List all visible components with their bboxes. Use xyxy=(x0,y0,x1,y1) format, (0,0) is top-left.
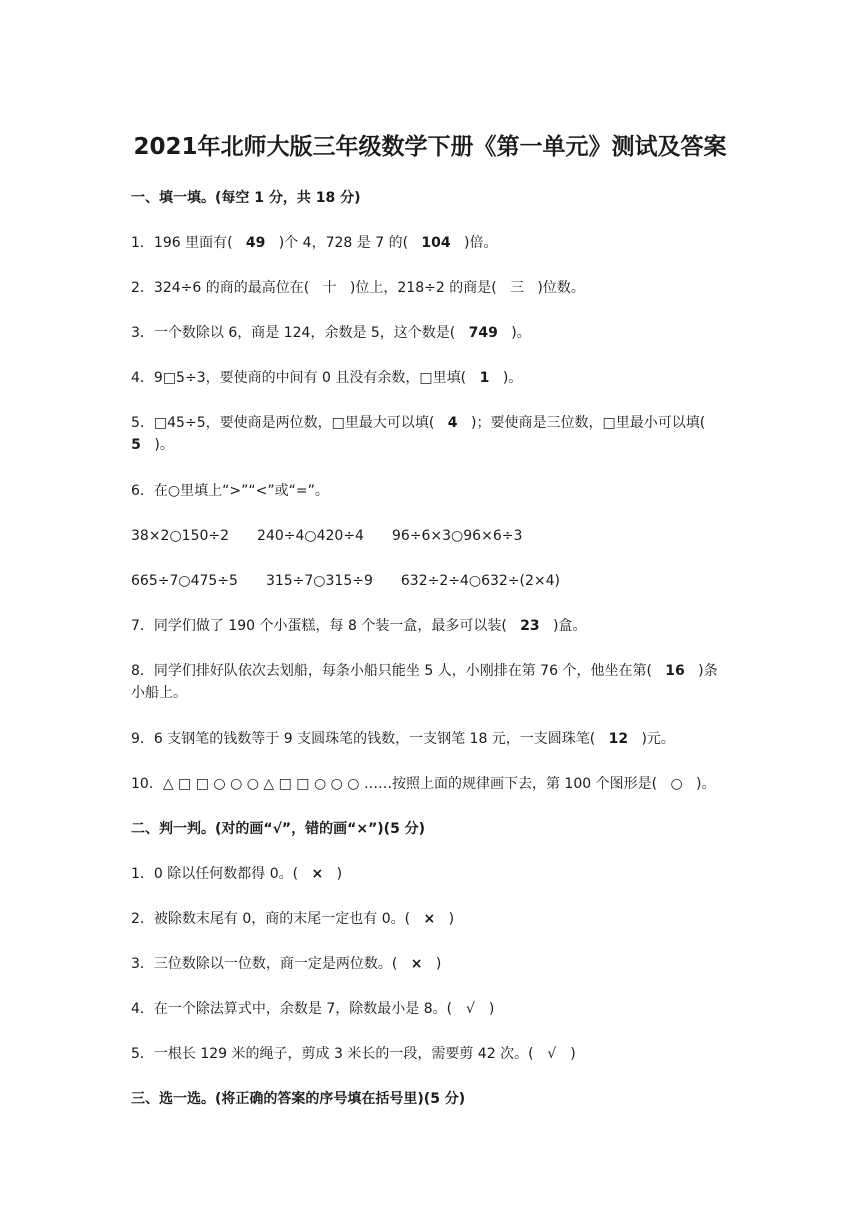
question-number: 2． xyxy=(131,911,154,927)
question-text: ) xyxy=(570,1046,576,1062)
question-text: ) xyxy=(488,1001,495,1017)
question-text: 同学们排好队依次去划船，每条小船只能坐 5 人，小刚排在第 76 个，他坐在第( xyxy=(153,663,652,679)
question-number: 4． xyxy=(131,370,154,386)
answer: 23 xyxy=(520,618,540,634)
question-6 xyxy=(131,480,731,502)
compare-item: 665÷7○475÷5 xyxy=(131,573,238,589)
answer: 4 xyxy=(447,415,458,431)
judge-4 xyxy=(131,998,731,1020)
question-number: 3． xyxy=(131,325,154,341)
compare-row-2 xyxy=(131,570,731,592)
question-number: 7． xyxy=(131,618,154,634)
question-text: 被除数末尾有 0，商的末尾一定也有 0。( xyxy=(153,911,411,927)
question-number: 3． xyxy=(131,956,154,972)
question-5 xyxy=(131,412,729,456)
question-text: 三位数除以一位数，商一定是两位数。( xyxy=(153,956,398,972)
question-text: )位上，218÷2 的商是( xyxy=(349,280,497,296)
question-text: ) xyxy=(435,956,442,972)
question-text: 在一个除法算式中，余数是 7，除数最小是 8。( xyxy=(153,1001,453,1017)
question-text: )。 xyxy=(696,776,716,792)
answer: √ xyxy=(547,1046,557,1062)
section-3-heading: 三、选一选。(将正确的答案的序号填在括号里)(5 分) xyxy=(131,1091,466,1107)
answer: 5 xyxy=(131,437,141,453)
question-7 xyxy=(131,615,731,637)
answer: ○ xyxy=(670,776,683,792)
question-number: 5． xyxy=(131,1046,154,1062)
question-text: 在○里填上“>”“<”或“=”。 xyxy=(153,483,329,499)
question-text: 6 支钢笔的钱数等于 9 支圆珠笔的钱数，一支钢笔 18 元，一支圆珠笔( xyxy=(153,731,596,747)
compare-row-1 xyxy=(131,525,731,547)
question-text: )个 4，728 是 7 的( xyxy=(278,235,409,251)
compare-item: 240÷4○420÷4 xyxy=(257,528,364,544)
question-number: 6． xyxy=(131,483,154,499)
compare-item: 96÷6×3○96×6÷3 xyxy=(391,528,523,544)
question-text: 一根长 129 米的绳子，剪成 3 米长的一段，需要剪 42 次。( xyxy=(153,1046,534,1062)
question-text: )元。 xyxy=(641,731,675,747)
question-2 xyxy=(131,277,731,299)
question-1 xyxy=(131,232,731,254)
question-text: 9□5÷3，要使商的中间有 0 且没有余数，□里填( xyxy=(153,370,467,386)
question-number: 5． xyxy=(131,415,154,431)
answer: × xyxy=(410,956,423,972)
compare-item: 632÷2÷4○632÷(2×4) xyxy=(400,573,561,589)
answer: 49 xyxy=(245,235,266,251)
question-text: ) xyxy=(336,866,343,882)
question-number: 4． xyxy=(131,1001,154,1017)
question-text: )。 xyxy=(502,370,523,386)
question-text: )。 xyxy=(511,325,531,341)
answer: 12 xyxy=(608,731,629,747)
section-2-heading: 二、判一判。(对的画“√”，错的画“×”)(5 分) xyxy=(131,821,426,837)
question-text: □45÷5，要使商是两位数，□里最大可以填( xyxy=(153,415,435,431)
answer: × xyxy=(311,866,324,882)
question-text: )位数。 xyxy=(537,280,585,296)
judge-5 xyxy=(131,1043,731,1065)
answer: 104 xyxy=(421,235,451,251)
question-text: 同学们做了 190 个小蛋糕，每 8 个装一盒，最多可以装( xyxy=(153,618,507,634)
compare-item: 315÷7○315÷9 xyxy=(265,573,373,589)
question-text: 0 除以任何数都得 0。( xyxy=(153,866,299,882)
question-text: )盒。 xyxy=(553,618,587,634)
question-number: 8． xyxy=(131,663,154,679)
question-text: )。 xyxy=(154,437,174,453)
question-text: )倍。 xyxy=(463,235,498,251)
document-title: 2021年北师大版三年级数学下册《第一单元》测试及答案 xyxy=(133,134,727,160)
compare-item: 38×2○150÷2 xyxy=(131,528,230,544)
question-10 xyxy=(131,773,731,795)
question-text: 324÷6 的商的最高位在( xyxy=(153,280,310,296)
answer: 十 xyxy=(322,280,337,296)
question-number: 10． xyxy=(131,776,163,792)
question-9 xyxy=(131,728,731,750)
answer: 1 xyxy=(479,370,490,386)
question-text: ……按照上面的规律画下去，第 100 个图形是( xyxy=(363,776,658,792)
answer: 三 xyxy=(510,280,525,296)
question-text: 一个数除以 6，商是 124，余数是 5，这个数是( xyxy=(153,325,456,341)
question-text: )；要使商是三位数，□里最小可以填( xyxy=(471,415,706,431)
question-text: ) xyxy=(448,911,455,927)
question-4 xyxy=(131,367,731,389)
question-number: 9． xyxy=(131,731,154,747)
judge-1 xyxy=(131,863,731,885)
question-number: 1． xyxy=(131,866,154,882)
answer: × xyxy=(423,911,436,927)
question-number: 2． xyxy=(131,280,154,296)
answer: √ xyxy=(466,1001,475,1017)
judge-2 xyxy=(131,908,731,930)
judge-3 xyxy=(131,953,731,975)
question-number: 1． xyxy=(131,235,154,251)
question-8 xyxy=(131,660,729,704)
question-text: 196 里面有( xyxy=(153,235,233,251)
shape-pattern: △ □ □ ○ ○ ○ △ □ □ ○ ○ ○ xyxy=(162,776,360,792)
section-1-heading: 一、填一填。(每空 1 分，共 18 分) xyxy=(131,190,361,206)
answer: 16 xyxy=(665,663,685,679)
question-3 xyxy=(131,322,731,344)
question-text: )条小船上。 xyxy=(131,663,718,701)
answer: 749 xyxy=(468,325,498,341)
